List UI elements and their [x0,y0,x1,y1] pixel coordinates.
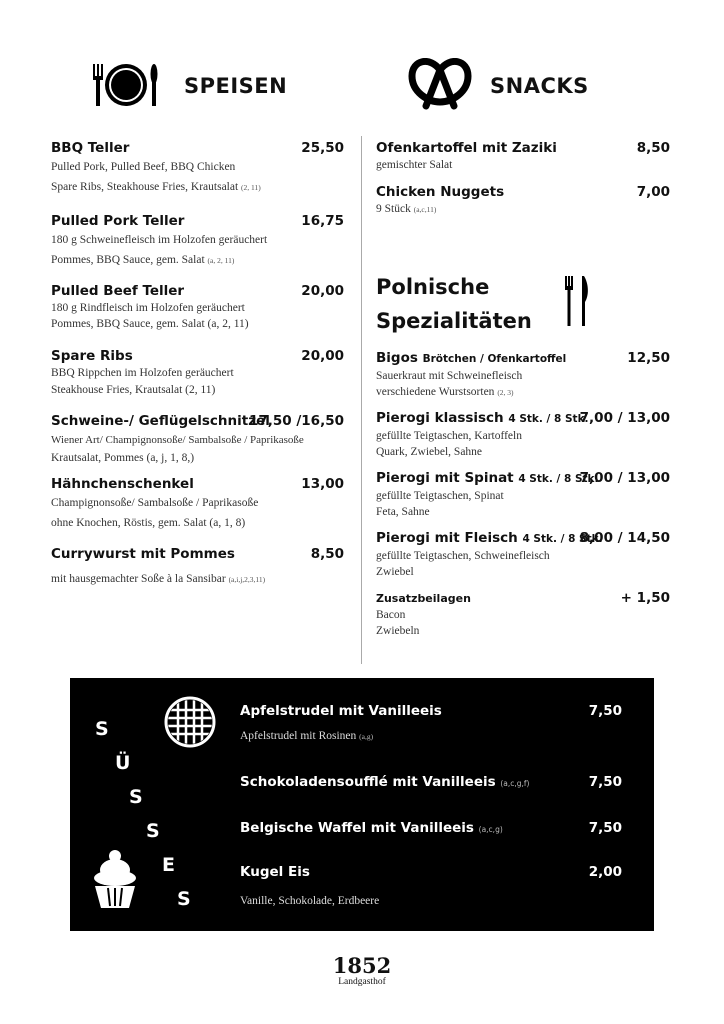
item-price: 8,50 [310,546,344,562]
item-desc: Pommes, BBQ Sauce, gem. Salat (a, 2, 11) [51,318,249,330]
plate-cutlery-icon [90,62,162,108]
item-suffix: Brötchen / Ofenkartoffel [422,353,567,365]
suesses-letter: S [129,786,143,808]
cupcake-icon [92,848,138,910]
item-desc: Spare Ribs, Steakhouse Fries, Krautsalat (2, 11) [51,181,261,193]
item-allergens: (a,i,j,2,3,11) [228,575,266,584]
item-name: Kugel Eis [240,864,310,880]
logo-name: Landgasthof [338,977,386,987]
item-price: + 1,50 [620,590,670,606]
snacks-heading: SNACKS [490,74,589,98]
item-name: Hähnchenschenkel [51,476,194,492]
item-price: 8,50 [636,140,670,156]
snacks-list [376,140,670,230]
pretzel-icon [408,58,472,110]
item-desc: Vanille, Schokolade, Erdbeere [240,895,380,907]
item-name: Zusatzbeilagen [376,592,471,605]
menu-item [376,350,670,401]
item-desc: 9 Stück (a,c,11) [376,203,437,215]
item-price: 16,75 [301,213,344,229]
menu-item [51,213,344,271]
menu-item [240,703,622,747]
column-divider [361,136,362,664]
item-desc: Quark, Zwiebel, Sahne [376,446,483,458]
item-name: Schweine-/ Geflügelschnitzel [51,413,270,429]
menu-item [51,140,344,198]
suesses-letter: E [162,854,175,876]
menu-item [51,283,344,332]
dessert-section [70,678,654,931]
item-price: 20,00 [301,283,344,299]
menu-item [240,864,622,911]
item-name: Pierogi mit Spinat 4 Stk. / 8 Stk. [376,470,599,486]
speisen-heading: SPEISEN [184,74,288,98]
item-suffix: 4 Stk. / 8 Stk. [518,473,599,485]
item-price: 7,50 [588,774,622,790]
polish-list [376,350,670,640]
item-price: 2,00 [588,864,622,880]
item-desc: Krautsalat, Pommes (a, j, 1, 8,) [51,452,195,464]
item-allergens: (a,c,11) [413,205,437,214]
item-suffix: 4 Stk. / 8 Stk. [522,533,603,545]
item-price: 12,50 [627,350,670,366]
item-allergens: (a,c,g,f) [500,779,530,788]
item-allergens: (2, 11) [241,183,261,192]
item-name: Ofenkartoffel mit Zaziki [376,140,557,156]
polish-heading: Polnische Spezialitäten [376,275,532,333]
menu-item [240,774,622,792]
item-price: 8,00 / 14,50 [579,530,670,546]
item-price: 20,00 [301,348,344,364]
item-suffix: 4 Stk. / 8 Stk. [508,413,589,425]
menu-item [376,590,670,639]
item-desc: gefüllte Teigtaschen, Spinat [376,490,504,502]
item-name: Apfelstrudel mit Vanilleeis [240,703,442,719]
item-price: 7,50 [588,820,622,836]
item-desc: Pommes, BBQ Sauce, gem. Salat (a, 2, 11) [51,254,235,266]
item-name: Pierogi mit Fleisch 4 Stk. / 8 Stk. [376,530,603,546]
suesses-letter: S [95,718,109,740]
item-name: BBQ Teller [51,140,130,156]
item-desc: Feta, Sahne [376,506,430,518]
item-allergens: (a, 2, 11) [207,256,235,265]
item-name: Spare Ribs [51,348,133,364]
item-desc: BBQ Rippchen im Holzofen geräuchert [51,367,234,379]
item-allergens: (2, 3) [497,388,514,397]
dessert-list [240,703,622,913]
logo [0,955,724,988]
item-name: Belgische Waffel mit Vanilleeis (a,c,g) [240,820,503,836]
menu-item [51,348,344,399]
item-desc: gemischter Salat [376,159,453,171]
item-price: 13,00 [301,476,344,492]
item-desc: verschiedene Wurstsorten (2, 3) [376,386,514,398]
item-desc: Zwiebeln [376,625,420,637]
logo-number: 1852 [332,953,392,978]
item-desc: Sauerkraut mit Schweinefleisch [376,370,523,382]
menu-item [376,410,670,460]
item-price: 7,00 / 13,00 [579,470,670,486]
item-name: Schokoladensoufflé mit Vanilleeis (a,c,g,f) [240,774,530,790]
item-price: 17,50 /16,50 [248,413,344,429]
item-allergens: (a,g) [359,732,374,741]
item-allergens: (a,c,g) [478,825,503,834]
item-name: Pulled Beef Teller [51,283,185,299]
item-desc: Zwiebel [376,566,414,578]
menu-item [376,184,670,218]
item-desc: Pulled Pork, Pulled Beef, BBQ Chicken [51,161,236,173]
suesses-letter: Ü [115,752,131,774]
item-desc: 180 g Rindfleisch im Holzofen geräuchert [51,302,245,314]
item-desc: Steakhouse Fries, Krautsalat (2, 11) [51,384,216,396]
item-price: 25,50 [301,140,344,156]
item-desc: Champignonsoße/ Sambalsoße / Paprikasoße [51,497,259,509]
item-price: 7,00 [636,184,670,200]
menu-item [51,546,344,590]
menu-item [376,470,670,520]
item-desc: ohne Knochen, Röstis, gem. Salat (a, 1, 8) [51,517,246,529]
item-desc: Apfelstrudel mit Rosinen (a,g) [240,730,374,742]
menu-item [376,140,670,173]
menu-item [376,530,670,580]
suesses-letter: S [177,888,191,910]
item-price: 7,00 / 13,00 [579,410,670,426]
item-name: Chicken Nuggets [376,184,505,200]
item-desc: mit hausgemachter Soße à la Sansibar (a,i,j,2,3,11) [51,573,266,585]
item-price: 7,50 [588,703,622,719]
item-desc: 180 g Schweinefleisch im Holzofen geräuchert [51,234,268,246]
waffle-icon [164,696,216,748]
item-desc: gefüllte Teigtaschen, Schweinefleisch [376,550,550,562]
speisen-list [51,140,344,590]
menu-item [51,476,344,533]
item-name: Pulled Pork Teller [51,213,185,229]
fork-knife-icon [563,276,591,328]
item-desc: gefüllte Teigtaschen, Kartoffeln [376,430,522,442]
item-name: Pierogi klassisch 4 Stk. / 8 Stk. [376,410,589,426]
suesses-letter: S [146,820,160,842]
item-desc: Bacon [376,609,406,621]
menu-item [51,413,344,467]
item-desc: Wiener Art/ Champignonsoße/ Sambalsoße / Paprikasoße [51,434,304,446]
item-name: Currywurst mit Pommes [51,546,235,562]
item-name: Bigos Brötchen / Ofenkartoffel [376,350,567,366]
menu-item [240,820,622,838]
